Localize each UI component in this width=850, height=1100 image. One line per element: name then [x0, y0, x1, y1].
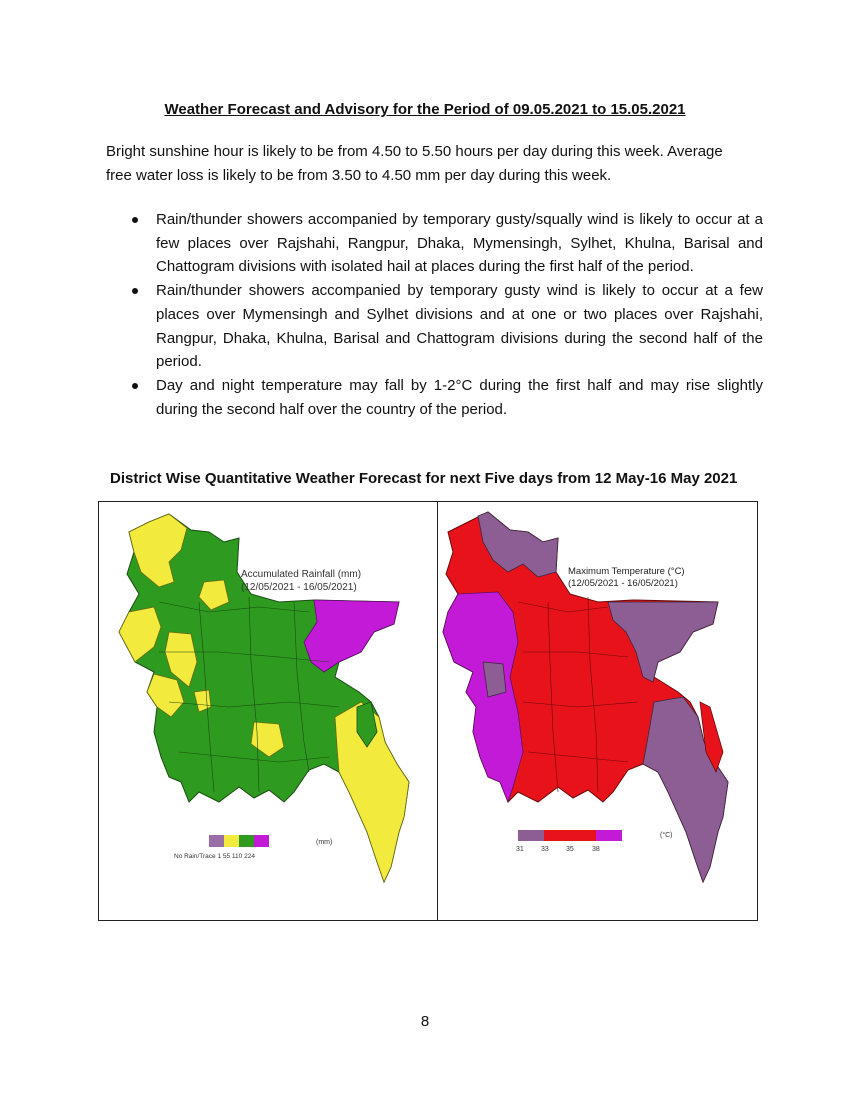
temperature-map-period: (12/05/2021 - 16/05/2021) — [568, 578, 679, 589]
section-title: District Wise Quantitative Weather Forecast for next Five days from 12 May-16 May 2021 — [110, 470, 738, 487]
rainfall-map — [99, 502, 439, 922]
rainfall-legend-label: No Rain/Trace 1 55 110 224 — [174, 853, 255, 860]
temperature-map-title: Maximum Temperature (°C) — [568, 566, 686, 577]
legend-value-33: 33 — [541, 846, 550, 853]
legend-swatch-31 — [518, 830, 544, 841]
advisory-text: Rain/thunder showers accompanied by temporary gusty wind is likely to occur at a few places over Mymensingh and Sylhet divisions and at one or two places over Rajshahi, Rangpur, Dhaka, Khulna, Barisal and Chattogram divisions during the second half of the period. — [156, 282, 763, 371]
legend-swatch-38 — [596, 830, 622, 841]
legend-swatch-no-rain — [209, 835, 224, 847]
bullet-icon — [132, 383, 138, 389]
rainfall-map-cell — [99, 502, 437, 920]
rainfall-map-period: (12/05/2021 - 16/05/2021) — [241, 582, 357, 593]
advisory-text: Rain/thunder showers accompanied by temporary gusty/squally wind is likely to occur at a few places over Rajshahi, Rangpur, Dhaka, Mymensingh, Sylhet, Khulna, Barisal and Chattogram divisions with isolated hail at places during the first half of the period. — [156, 211, 763, 276]
document-title: Weather Forecast and Advisory for the Period of 09.05.2021 to 15.05.2021 — [164, 101, 686, 118]
legend-swatch-heavy — [254, 835, 269, 847]
temperature-region-high — [443, 592, 523, 802]
legend-swatch-moderate — [239, 835, 254, 847]
legend-value-35: 35 — [566, 846, 575, 853]
temperature-map-cell — [437, 502, 757, 920]
intro-paragraph: Bright sunshine hour is likely to be from 4.50 to 5.50 hours per day during this week. Average free water loss is likely to be from 3.50 to 4.50 mm per day during this week. — [106, 143, 723, 184]
temperature-legend — [516, 830, 673, 853]
legend-value-38: 38 — [592, 846, 601, 853]
legend-swatch-light — [224, 835, 239, 847]
advisory-item — [106, 374, 763, 421]
legend-swatch-35 — [570, 830, 596, 841]
forecast-maps-table — [98, 501, 758, 921]
page-number: 8 — [420, 1013, 430, 1030]
legend-value-31: 31 — [516, 846, 525, 853]
advisory-text: Day and night temperature may fall by 1-2°C during the first half and may rise slightly during the second half over the country of the period. — [156, 376, 763, 418]
temperature-map — [438, 502, 758, 922]
bullet-icon — [132, 288, 138, 294]
rainfall-map-title: Accumulated Rainfall (mm) — [241, 569, 362, 580]
advisory-item — [106, 208, 763, 279]
advisory-item — [106, 279, 763, 374]
temperature-legend-unit: (°C) — [660, 832, 673, 839]
legend-swatch-33 — [544, 830, 570, 841]
rainfall-legend — [174, 835, 332, 860]
advisory-list — [106, 208, 763, 421]
rainfall-legend-unit: (mm) — [316, 839, 333, 846]
bullet-icon — [132, 217, 138, 223]
